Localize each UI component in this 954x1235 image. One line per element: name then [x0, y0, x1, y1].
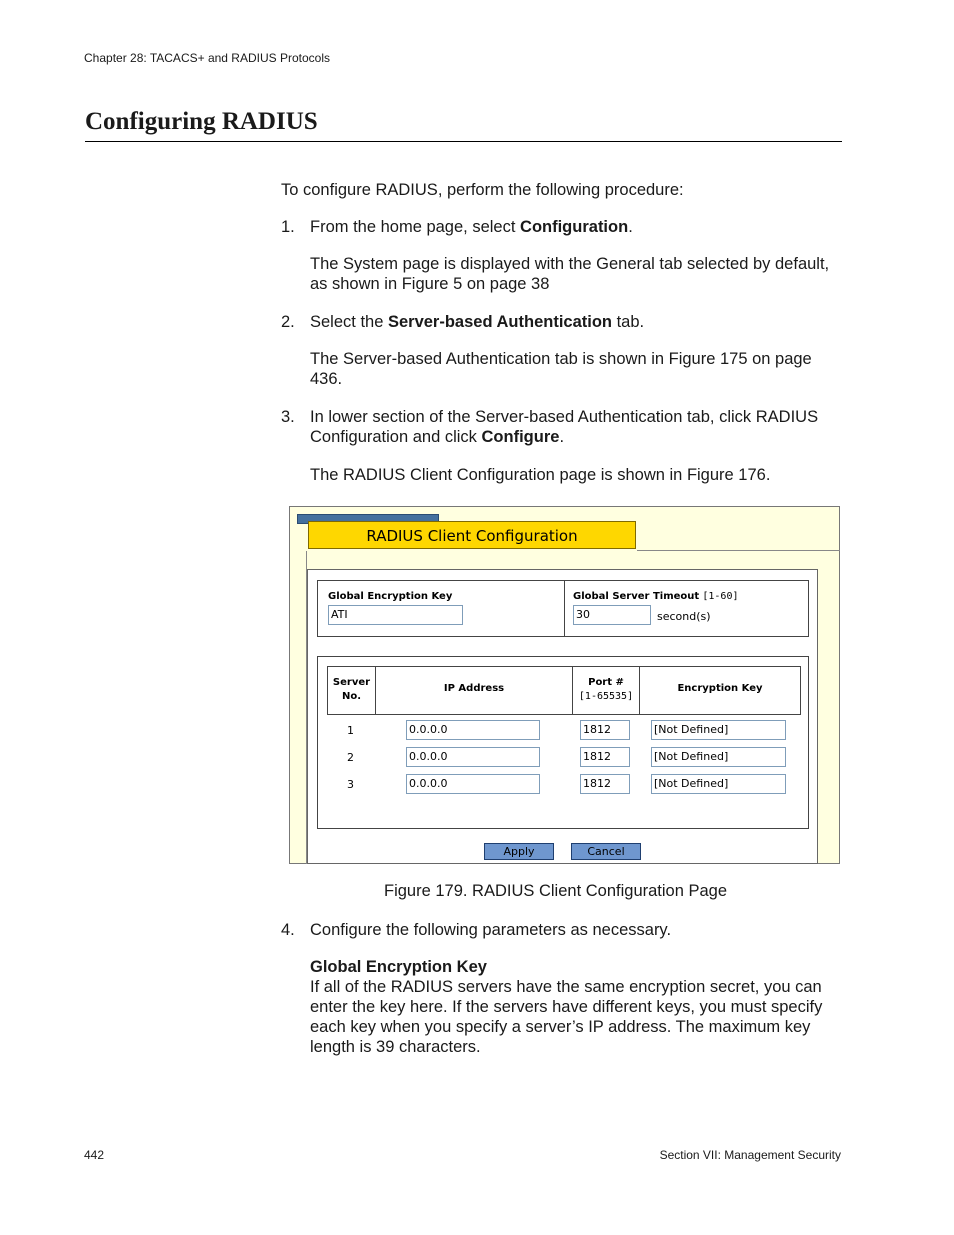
tab-radius-client-configuration[interactable]: RADIUS Client Configuration — [308, 521, 636, 549]
step-3-text: In lower section of the Server-based Authentication tab, click RADIUS Configuration and click Configure. — [310, 408, 819, 446]
servers-header-row — [327, 666, 801, 715]
global-divider — [564, 581, 565, 636]
config-panel — [307, 569, 818, 864]
col-header-ip-address: IP Address — [443, 683, 505, 694]
intro-text: To configure RADIUS, perform the following procedure: — [281, 181, 684, 199]
step-3-number: 3. — [281, 408, 295, 426]
step-2-text: Select the Server-based Authentication tab. — [310, 313, 645, 331]
timeout-unit: second(s) — [657, 610, 711, 623]
server-row-2-number: 2 — [347, 751, 354, 764]
section-footer: Section VII: Management Security — [659, 1148, 841, 1162]
figure-caption: Figure 179. RADIUS Client Configuration Page — [384, 882, 728, 900]
server-3-key-input[interactable]: [Not Defined] — [651, 774, 786, 794]
apply-button[interactable]: Apply — [484, 843, 554, 860]
server-1-ip-input[interactable]: 0.0.0.0 — [406, 720, 540, 740]
tab-divider — [637, 550, 840, 551]
server-1-key-input[interactable]: [Not Defined] — [651, 720, 786, 740]
server-row-1-number: 1 — [347, 724, 354, 737]
server-2-port-input[interactable]: 1812 — [580, 747, 630, 767]
step-4-number: 4. — [281, 921, 295, 939]
step-1-text: From the home page, select Configuration. — [310, 218, 633, 236]
col-header-encryption-key: Encryption Key — [677, 683, 763, 694]
step-1-number: 1. — [281, 218, 295, 236]
col-header-port: Port # [1-65535] — [578, 677, 634, 702]
step-1-note: The System page is displayed with the General tab selected by default, as shown in Figure 5 on page 38 — [310, 255, 830, 293]
step-2-number: 2. — [281, 313, 295, 331]
cancel-button[interactable]: Cancel — [571, 843, 641, 860]
step-2-note: The Server-based Authentication tab is shown in Figure 175 on page 436. — [310, 350, 812, 388]
step-3-note: The RADIUS Client Configuration page is shown in Figure 176. — [310, 466, 771, 484]
timeout-label: Global Server Timeout [1-60] — [573, 591, 739, 602]
servers-box — [317, 656, 809, 829]
global-key-input[interactable]: ATI — [328, 605, 463, 625]
server-row-3-number: 3 — [347, 778, 354, 791]
server-2-key-input[interactable]: [Not Defined] — [651, 747, 786, 767]
server-3-port-input[interactable]: 1812 — [580, 774, 630, 794]
server-1-port-input[interactable]: 1812 — [580, 720, 630, 740]
param-description: If all of the RADIUS servers have the same encryption secret, you can enter the key here. If the servers have different keys, you must specify each key when you specify a server’s IP address. The maximum key length is 39 characters. — [310, 978, 823, 1056]
step-4-text: Configure the following parameters as necessary. — [310, 921, 672, 939]
param-heading: Global Encryption Key — [310, 958, 487, 976]
page-title: Configuring RADIUS — [85, 106, 842, 142]
radius-config-screenshot — [289, 506, 840, 864]
page-number: 442 — [84, 1148, 105, 1162]
chapter-header: Chapter 28: TACACS+ and RADIUS Protocols — [84, 51, 330, 65]
global-key-label: Global Encryption Key — [328, 591, 453, 602]
global-settings-box — [317, 580, 809, 637]
server-2-ip-input[interactable]: 0.0.0.0 — [406, 747, 540, 767]
col-header-server-no: Server No. — [332, 677, 371, 702]
timeout-input[interactable]: 30 — [573, 605, 651, 625]
server-3-ip-input[interactable]: 0.0.0.0 — [406, 774, 540, 794]
